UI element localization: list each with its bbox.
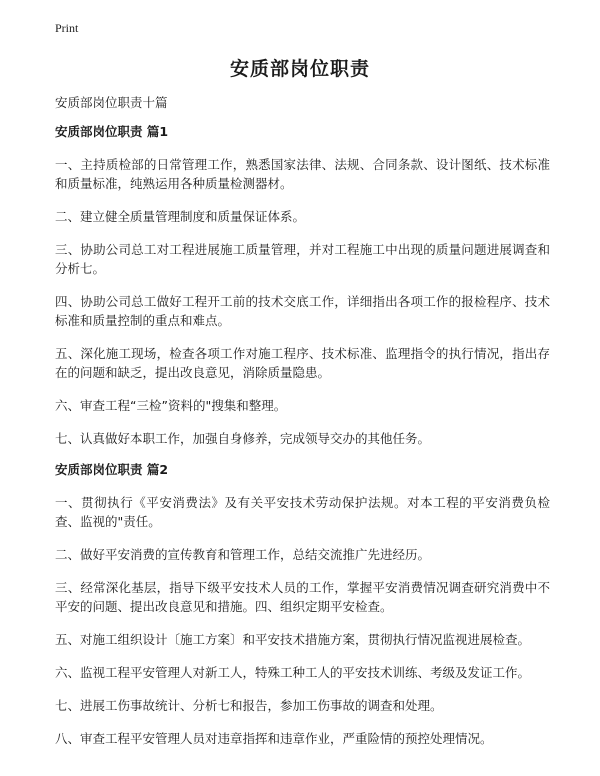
- paragraph: 五、对施工组织设计〔施工方案〕和平安技术措施方案，贯彻执行情况监视进展检查。: [55, 632, 531, 647]
- paragraph: 三、经常深化基层，指导下级平安技术人员的工作，掌握平安消费情况调查研究消费中不平安的问题、提出改良意见和措施。四、组织定期平安检查。: [55, 580, 550, 614]
- paragraph: 七、进展工伤事故统计、分析七和报告，参加工伤事故的调查和处理。: [55, 698, 443, 713]
- paragraph: 二、建立健全质量管理制度和质量保证体系。: [55, 209, 306, 224]
- paragraph: 五、深化施工现场，检查各项工作对施工程序、技术标准、监理指令的执行情况，指出存在的问题和缺乏，提出改良意见，消除质量隐患。: [55, 346, 550, 380]
- paragraph: 六、审查工程“三检”资料的"搜集和整理。: [55, 398, 287, 413]
- document-body: [55, 124, 550, 762]
- paragraph: 八、审查工程平安管理人员对违章指挥和违章作业，严重险情的预控处理情况。: [55, 731, 493, 746]
- section-heading: 安质部岗位职责 篇1: [55, 124, 169, 139]
- paragraph: 三、协助公司总工对工程进展施工质量管理，并对工程施工中出现的质量问题进展调查和分析七。: [55, 242, 550, 276]
- print-label: Print: [55, 21, 79, 35]
- paragraph: 一、主持质检部的日常管理工作，熟悉国家法律、法规、合同条款、设计图纸、技术标准和质量标准，纯熟运用各种质量检测器材。: [55, 157, 550, 191]
- document-subtitle: 安质部岗位职责十篇: [55, 95, 168, 110]
- section-heading: 安质部岗位职责 篇2: [55, 462, 169, 477]
- paragraph: 一、贯彻执行《平安消费法》及有关平安技术劳动保护法规。对本工程的平安消费负检查、监视的"责任。: [55, 495, 550, 529]
- page-title: 安质部岗位职责: [229, 58, 370, 80]
- paragraph: 四、协助公司总工做好工程开工前的技术交底工作，详细指出各项工作的报检程序、技术标准和质量控制的重点和难点。: [55, 294, 550, 328]
- section-2: [55, 462, 550, 748]
- paragraph: 六、监视工程平安管理人对新工人，特殊工种工人的平安技术训练、考级及发证工作。: [55, 665, 531, 680]
- section-1: [55, 124, 550, 448]
- paragraph: 七、认真做好本职工作，加强自身修养，完成领导交办的其他任务。: [55, 431, 431, 446]
- paragraph: 二、做好平安消费的宣传教育和管理工作，总结交流推广先进经历。: [55, 547, 431, 562]
